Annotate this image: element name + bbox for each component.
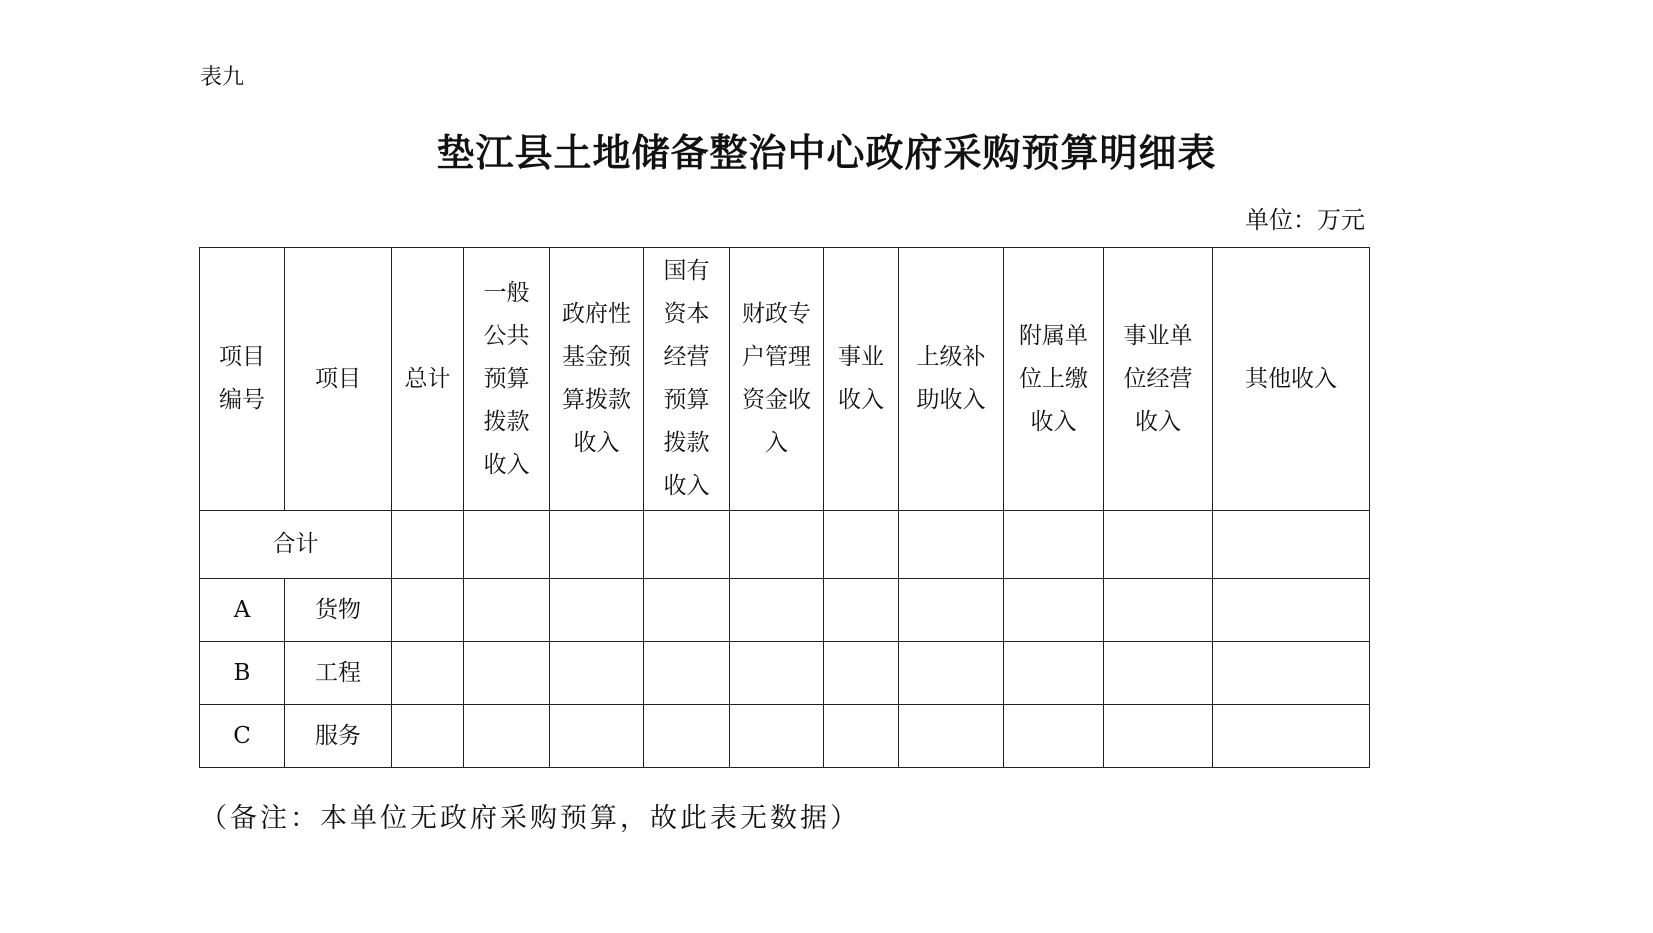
table-cell [824, 579, 899, 642]
table-cell [730, 579, 824, 642]
table-row [200, 705, 1370, 768]
table-cell [1213, 705, 1370, 768]
table-cell [824, 642, 899, 705]
table-cell [730, 642, 824, 705]
table-cell [1104, 579, 1213, 642]
page-title: 垫江县土地储备整治中心政府采购预算明细表 [436, 130, 1217, 175]
table-cell [1213, 579, 1370, 642]
header-state-capital: 国有 资本 经营 预算 拨款 收入 [644, 248, 730, 511]
table-cell [464, 705, 550, 768]
table-cell [1104, 511, 1213, 579]
table-cell [392, 705, 464, 768]
header-project-code: 项目 编号 [200, 248, 285, 511]
table-cell [824, 705, 899, 768]
table-cell [1004, 642, 1104, 705]
table-cell [392, 511, 464, 579]
table-cell [550, 705, 644, 768]
header-superior-subsidy: 上级补 助收入 [899, 248, 1004, 511]
table-cell [644, 705, 730, 768]
header-special-account: 财政专 户管理 资金收 入 [730, 248, 824, 511]
table-cell [392, 579, 464, 642]
header-general-budget: 一般 公共 预算 拨款 收入 [464, 248, 550, 511]
table-cell [1213, 642, 1370, 705]
table-cell [464, 579, 550, 642]
row-code: B [200, 642, 285, 705]
table-cell [1004, 511, 1104, 579]
header-total: 总计 [392, 248, 464, 511]
table-cell [899, 579, 1004, 642]
table-cell [899, 511, 1004, 579]
table-cell [1004, 705, 1104, 768]
table-cell [550, 579, 644, 642]
table-cell [1104, 705, 1213, 768]
unit-label: 单位：万元 [1245, 206, 1365, 234]
table-cell [1213, 511, 1370, 579]
total-label: 合计 [200, 511, 392, 579]
row-code: A [200, 579, 285, 642]
header-business-income: 事业 收入 [824, 248, 899, 511]
header-business-operation: 事业单 位经营 收入 [1104, 248, 1213, 511]
row-name: 服务 [285, 705, 392, 768]
table-cell [1104, 642, 1213, 705]
table-cell [550, 642, 644, 705]
header-project: 项目 [285, 248, 392, 511]
table-cell [464, 642, 550, 705]
table-cell [644, 511, 730, 579]
table-cell [824, 511, 899, 579]
table-cell [1004, 579, 1104, 642]
table-cell [899, 705, 1004, 768]
header-other-income: 其他收入 [1213, 248, 1370, 511]
row-name: 工程 [285, 642, 392, 705]
header-row [200, 248, 1370, 511]
row-name: 货物 [285, 579, 392, 642]
footnote: （备注：本单位无政府采购预算，故此表无数据） [200, 803, 860, 834]
table-number: 表九 [200, 65, 245, 90]
table-cell [730, 705, 824, 768]
total-row [200, 511, 1370, 579]
table-cell [644, 579, 730, 642]
table-cell [899, 642, 1004, 705]
row-code: C [200, 705, 285, 768]
table-row [200, 579, 1370, 642]
header-gov-fund: 政府性 基金预 算拨款 收入 [550, 248, 644, 511]
table-cell [550, 511, 644, 579]
table-cell [730, 511, 824, 579]
table-cell [464, 511, 550, 579]
procurement-budget-table [199, 247, 1370, 768]
table-cell [392, 642, 464, 705]
table-cell [644, 642, 730, 705]
header-affiliate-remit: 附属单 位上缴 收入 [1004, 248, 1104, 511]
table-row [200, 642, 1370, 705]
